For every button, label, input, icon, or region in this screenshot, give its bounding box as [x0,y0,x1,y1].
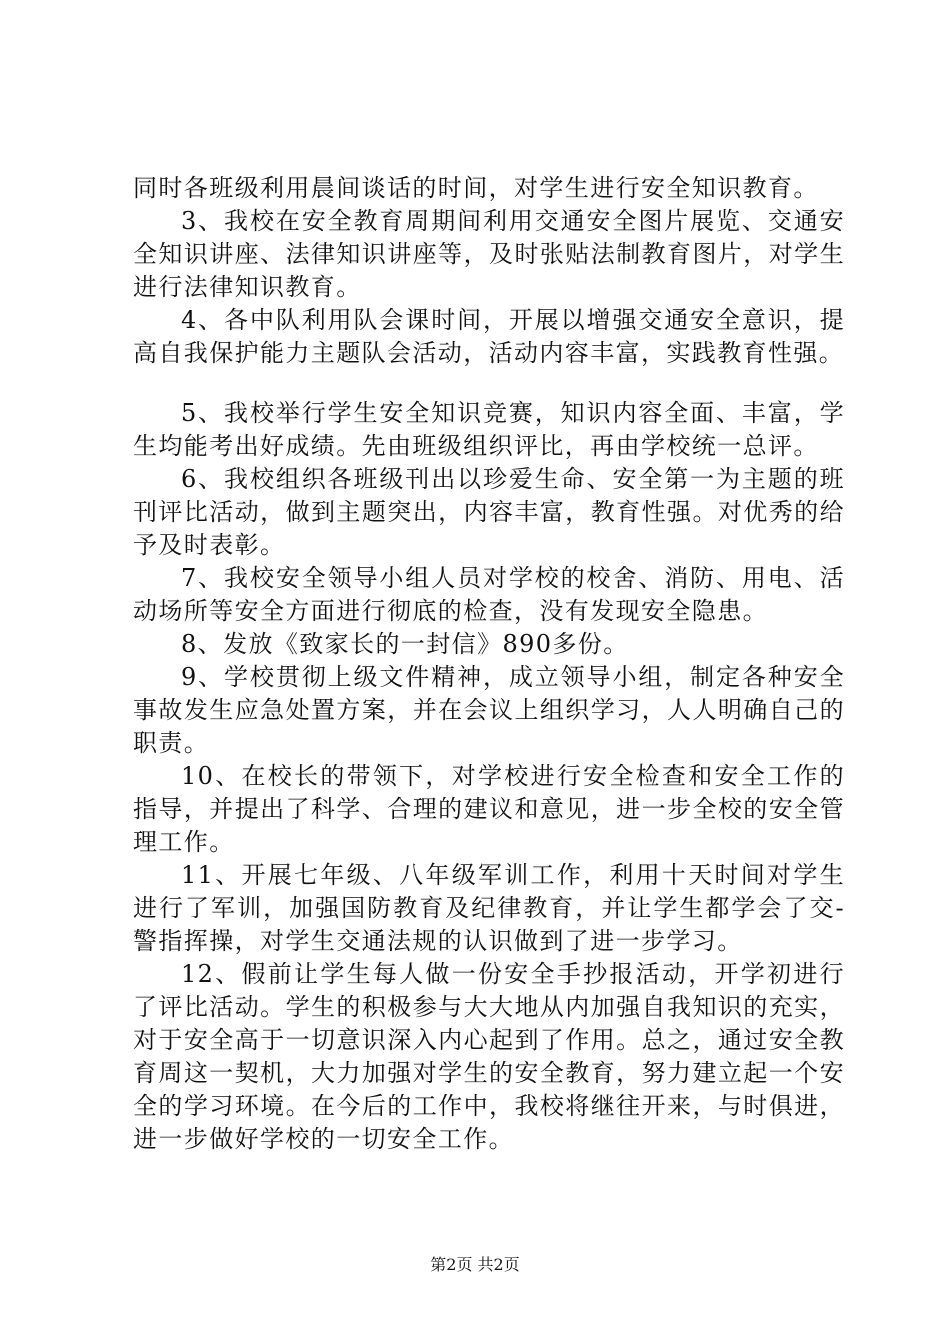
paragraph-item-3: 3、我校在安全教育周期间利用交通安全图片展览、交通安全知识讲座、法律知识讲座等，及时张贴法制教育图片，对学生进行法律知识教育。 [133,207,845,301]
document-body [133,172,845,1156]
paragraph-item-8: 8、发放《致家长的一封信》890多份。 [181,630,629,658]
paragraph-item-12: 12、假前让学生每人做一份安全手抄报活动，开学初进行了评比活动。学生的积极参与大大地从内加强自我知识的充实，对于安全高于一切意识深入内心起到了作用。总之，通过安全教育周这一契机，大力加强对学生的安全教育，努力建立起一个安全的学习环境。在今后的工作中，我校将继往开来，与时俱进，进一步做好学校的一切安全工作。 [133,960,845,1153]
paragraph-item-7: 7、我校安全领导小组人员对学校的校舍、消防、用电、活动场所等安全方面进行彻底的检查，没有发现安全隐患。 [133,564,845,625]
paragraph-item-9: 9、学校贯彻上级文件精神，成立领导小组，制定各种安全事故发生应急处置方案，并在会议上组织学习，人人明确自己的职责。 [133,663,845,757]
paragraph-item-10: 10、在校长的带领下，对学校进行安全检查和安全工作的指导，并提出了科学、合理的建议和意见，进一步全校的安全管理工作。 [133,762,845,856]
paragraph-continuation: 同时各班级利用晨间谈话的时间，对学生进行安全知识教育。 [133,174,819,202]
paragraph-item-11: 11、开展七年级、八年级军训工作，利用十天时间对学生进行了军训，加强国防教育及纪律教育，并让学生都学会了交-警指挥操，对学生交通法规的认识做到了进一步学习。 [133,861,845,955]
page-footer: 第2页 共2页 [430,1255,520,1274]
paragraph-item-5: 5、我校举行学生安全知识竞赛，知识内容全面、丰富，学生均能考出好成绩。先由班级组织评比，再由学校统一总评。 [133,399,845,460]
paragraph-item-4: 4、各中队利用队会课时间，开展以增强交通安全意识，提高自我保护能力主题队会活动，活动内容丰富，实践教育性强。 [133,306,845,367]
paragraph-item-6: 6、我校组织各班级刊出以珍爱生命、安全第一为主题的班刊评比活动，做到主题突出，内容丰富，教育性强。对优秀的给予及时表彰。 [133,465,845,559]
